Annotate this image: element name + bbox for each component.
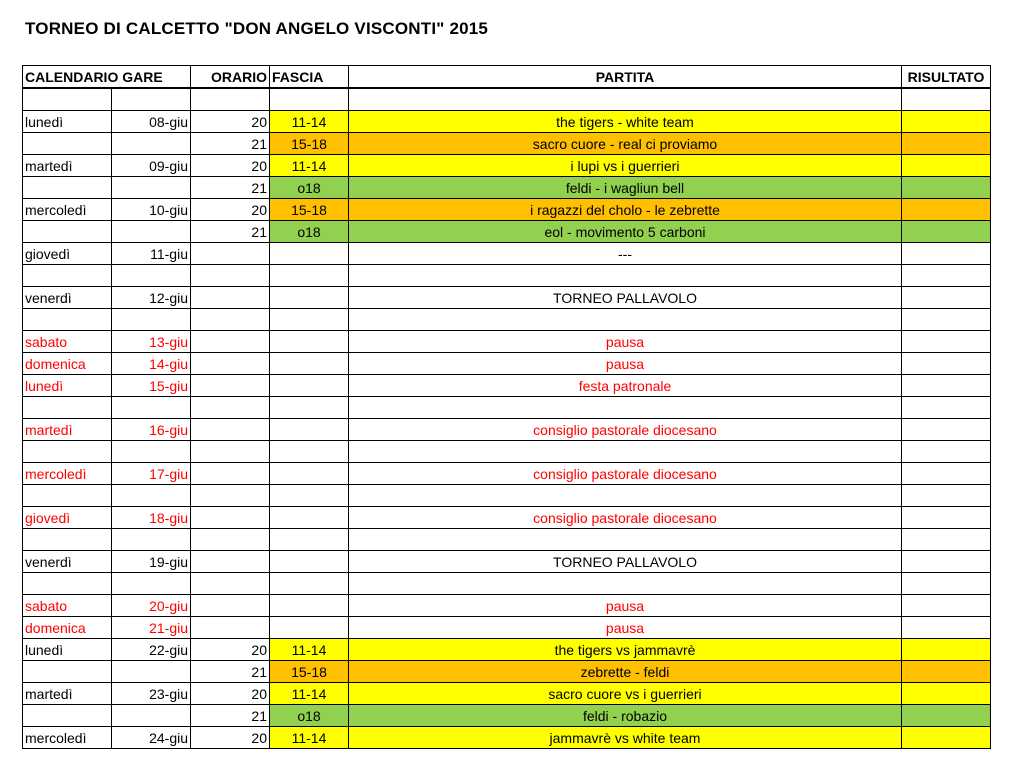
date-cell[interactable] — [112, 221, 191, 243]
time-cell[interactable]: 20 — [191, 683, 270, 705]
table-row — [23, 529, 991, 551]
date-cell[interactable]: 17-giu — [112, 463, 191, 485]
result-cell[interactable] — [902, 287, 991, 309]
date-cell[interactable]: 13-giu — [112, 331, 191, 353]
time-cell[interactable] — [191, 331, 270, 353]
result-cell[interactable] — [902, 88, 991, 111]
date-cell[interactable]: 15-giu — [112, 375, 191, 397]
day-cell[interactable] — [23, 485, 112, 507]
result-cell[interactable] — [902, 221, 991, 243]
result-cell[interactable] — [902, 727, 991, 749]
result-cell[interactable] — [902, 639, 991, 661]
table-row — [23, 573, 991, 595]
time-cell[interactable]: 21 — [191, 705, 270, 727]
match-cell[interactable]: i lupi vs i guerrieri — [349, 155, 902, 177]
match-cell[interactable] — [349, 309, 902, 331]
match-cell[interactable]: consiglio pastorale diocesano — [349, 463, 902, 485]
result-cell[interactable] — [902, 617, 991, 639]
match-cell[interactable]: zebrette - feldi — [349, 661, 902, 683]
header-match[interactable]: PARTITA — [349, 66, 902, 89]
table-row — [23, 265, 991, 287]
table-row — [23, 551, 991, 573]
slot-cell[interactable] — [270, 441, 349, 463]
date-cell[interactable]: 08-giu — [112, 111, 191, 133]
match-cell[interactable]: pausa — [349, 595, 902, 617]
result-cell[interactable] — [902, 419, 991, 441]
day-cell[interactable] — [23, 221, 112, 243]
time-cell[interactable]: 20 — [191, 199, 270, 221]
date-cell[interactable]: 12-giu — [112, 287, 191, 309]
day-cell[interactable]: sabato — [23, 331, 112, 353]
match-cell[interactable] — [349, 397, 902, 419]
slot-cell[interactable] — [270, 331, 349, 353]
day-cell[interactable]: domenica — [23, 617, 112, 639]
date-cell[interactable]: 21-giu — [112, 617, 191, 639]
table-row — [23, 353, 991, 375]
time-cell[interactable] — [191, 529, 270, 551]
day-cell[interactable]: mercoledì — [23, 463, 112, 485]
date-cell[interactable]: 19-giu — [112, 551, 191, 573]
slot-cell[interactable]: 11-14 — [270, 639, 349, 661]
time-cell[interactable] — [191, 463, 270, 485]
day-cell[interactable] — [23, 397, 112, 419]
time-cell[interactable] — [191, 595, 270, 617]
slot-cell[interactable] — [270, 595, 349, 617]
day-cell[interactable]: giovedì — [23, 507, 112, 529]
result-cell[interactable] — [902, 683, 991, 705]
slot-cell[interactable] — [270, 309, 349, 331]
result-cell[interactable] — [902, 243, 991, 265]
result-cell[interactable] — [902, 661, 991, 683]
date-cell[interactable]: 09-giu — [112, 155, 191, 177]
slot-cell[interactable]: 15-18 — [270, 133, 349, 155]
slot-cell[interactable] — [270, 617, 349, 639]
table-row — [23, 705, 991, 727]
result-cell[interactable] — [902, 155, 991, 177]
match-cell[interactable]: sacro cuore - real ci proviamo — [349, 133, 902, 155]
match-cell[interactable] — [349, 265, 902, 287]
time-cell[interactable] — [191, 287, 270, 309]
slot-cell[interactable] — [270, 507, 349, 529]
day-cell[interactable]: sabato — [23, 595, 112, 617]
time-cell[interactable] — [191, 397, 270, 419]
slot-cell[interactable]: o18 — [270, 221, 349, 243]
page-title: TORNEO DI CALCETTO "DON ANGELO VISCONTI" 2015 — [25, 19, 489, 38]
date-cell[interactable]: 11-giu — [112, 243, 191, 265]
time-cell[interactable] — [191, 309, 270, 331]
header-row — [23, 66, 991, 89]
day-cell[interactable]: venerdì — [23, 551, 112, 573]
result-cell[interactable] — [902, 199, 991, 221]
day-cell[interactable]: martedì — [23, 155, 112, 177]
day-cell[interactable] — [23, 573, 112, 595]
day-cell[interactable] — [23, 705, 112, 727]
slot-cell[interactable] — [270, 375, 349, 397]
time-cell[interactable]: 21 — [191, 661, 270, 683]
slot-cell[interactable] — [270, 551, 349, 573]
date-cell[interactable] — [112, 705, 191, 727]
header-result[interactable]: RISULTATO — [902, 66, 991, 89]
match-cell[interactable]: festa patronale — [349, 375, 902, 397]
date-cell[interactable] — [112, 529, 191, 551]
table-row — [23, 419, 991, 441]
match-cell[interactable]: the tigers - white team — [349, 111, 902, 133]
day-cell[interactable]: martedì — [23, 419, 112, 441]
result-cell[interactable] — [902, 331, 991, 353]
result-cell[interactable] — [902, 485, 991, 507]
table-row — [23, 287, 991, 309]
result-cell[interactable] — [902, 177, 991, 199]
date-cell[interactable]: 10-giu — [112, 199, 191, 221]
slot-cell[interactable] — [270, 88, 349, 111]
slot-cell[interactable]: o18 — [270, 177, 349, 199]
day-cell[interactable]: mercoledì — [23, 727, 112, 749]
result-cell[interactable] — [902, 265, 991, 287]
time-cell[interactable] — [191, 617, 270, 639]
day-cell[interactable]: lunedì — [23, 111, 112, 133]
day-cell[interactable] — [23, 441, 112, 463]
match-cell[interactable] — [349, 441, 902, 463]
result-cell[interactable] — [902, 573, 991, 595]
day-cell[interactable] — [23, 88, 112, 111]
match-cell[interactable]: eol - movimento 5 carboni — [349, 221, 902, 243]
time-cell[interactable] — [191, 573, 270, 595]
match-cell[interactable]: pausa — [349, 353, 902, 375]
day-cell[interactable]: venerdì — [23, 287, 112, 309]
table-row — [23, 243, 991, 265]
table-row — [23, 397, 991, 419]
day-cell[interactable]: lunedì — [23, 639, 112, 661]
slot-cell[interactable] — [270, 463, 349, 485]
date-cell[interactable]: 16-giu — [112, 419, 191, 441]
table-row — [23, 221, 991, 243]
header-calendar[interactable]: CALENDARIO GARE — [23, 66, 191, 89]
time-cell[interactable]: 20 — [191, 111, 270, 133]
table-row — [23, 485, 991, 507]
table-row — [23, 661, 991, 683]
date-cell[interactable]: 20-giu — [112, 595, 191, 617]
match-cell[interactable]: consiglio pastorale diocesano — [349, 419, 902, 441]
date-cell[interactable]: 23-giu — [112, 683, 191, 705]
slot-cell[interactable] — [270, 419, 349, 441]
day-cell[interactable] — [23, 177, 112, 199]
schedule-table — [22, 65, 991, 749]
match-cell[interactable]: jammavrè vs white team — [349, 727, 902, 749]
date-cell[interactable] — [112, 485, 191, 507]
time-cell[interactable] — [191, 353, 270, 375]
time-cell[interactable] — [191, 243, 270, 265]
table-row — [23, 617, 991, 639]
table-row — [23, 177, 991, 199]
match-cell[interactable]: consiglio pastorale diocesano — [349, 507, 902, 529]
result-cell[interactable] — [902, 133, 991, 155]
match-cell[interactable]: sacro cuore vs i guerrieri — [349, 683, 902, 705]
time-cell[interactable]: 21 — [191, 221, 270, 243]
slot-cell[interactable]: o18 — [270, 705, 349, 727]
slot-cell[interactable]: 15-18 — [270, 661, 349, 683]
slot-cell[interactable] — [270, 529, 349, 551]
result-cell[interactable] — [902, 551, 991, 573]
table-row — [23, 199, 991, 221]
match-cell[interactable]: --- — [349, 243, 902, 265]
match-cell[interactable]: feldi - robazio — [349, 705, 902, 727]
time-cell[interactable] — [191, 551, 270, 573]
result-cell[interactable] — [902, 441, 991, 463]
time-cell[interactable] — [191, 375, 270, 397]
time-cell[interactable]: 20 — [191, 727, 270, 749]
time-cell[interactable] — [191, 485, 270, 507]
slot-cell[interactable] — [270, 397, 349, 419]
result-cell[interactable] — [902, 507, 991, 529]
time-cell[interactable]: 20 — [191, 639, 270, 661]
time-cell[interactable]: 20 — [191, 155, 270, 177]
table-row — [23, 309, 991, 331]
day-cell[interactable] — [23, 661, 112, 683]
date-cell[interactable]: 18-giu — [112, 507, 191, 529]
table-row — [23, 595, 991, 617]
date-cell[interactable] — [112, 177, 191, 199]
slot-cell[interactable] — [270, 573, 349, 595]
date-cell[interactable] — [112, 661, 191, 683]
time-cell[interactable]: 21 — [191, 133, 270, 155]
match-cell[interactable] — [349, 573, 902, 595]
date-cell[interactable] — [112, 133, 191, 155]
day-cell[interactable]: domenica — [23, 353, 112, 375]
table-row — [23, 639, 991, 661]
day-cell[interactable]: mercoledì — [23, 199, 112, 221]
result-cell[interactable] — [902, 705, 991, 727]
result-cell[interactable] — [902, 375, 991, 397]
date-cell[interactable]: 24-giu — [112, 727, 191, 749]
date-cell[interactable] — [112, 441, 191, 463]
day-cell[interactable] — [23, 265, 112, 287]
table-row — [23, 111, 991, 133]
day-cell[interactable]: giovedì — [23, 243, 112, 265]
time-cell[interactable] — [191, 419, 270, 441]
table-row — [23, 133, 991, 155]
result-cell[interactable] — [902, 111, 991, 133]
table-row — [23, 88, 991, 111]
match-cell[interactable]: feldi - i wagliun bell — [349, 177, 902, 199]
result-cell[interactable] — [902, 463, 991, 485]
match-cell[interactable]: the tigers vs jammavrè — [349, 639, 902, 661]
day-cell[interactable] — [23, 529, 112, 551]
slot-cell[interactable]: 11-14 — [270, 727, 349, 749]
slot-cell[interactable]: 11-14 — [270, 155, 349, 177]
date-cell[interactable] — [112, 265, 191, 287]
slot-cell[interactable] — [270, 287, 349, 309]
date-cell[interactable] — [112, 573, 191, 595]
match-cell[interactable]: i ragazzi del cholo - le zebrette — [349, 199, 902, 221]
table-row — [23, 155, 991, 177]
table-row — [23, 727, 991, 749]
time-cell[interactable] — [191, 265, 270, 287]
slot-cell[interactable] — [270, 243, 349, 265]
day-cell[interactable] — [23, 309, 112, 331]
match-cell[interactable] — [349, 88, 902, 111]
match-cell[interactable]: TORNEO PALLAVOLO — [349, 551, 902, 573]
header-time[interactable]: ORARIO — [191, 66, 270, 89]
time-cell[interactable] — [191, 507, 270, 529]
table-row — [23, 441, 991, 463]
date-cell[interactable]: 14-giu — [112, 353, 191, 375]
slot-cell[interactable]: 11-14 — [270, 683, 349, 705]
time-cell[interactable] — [191, 88, 270, 111]
day-cell[interactable]: lunedì — [23, 375, 112, 397]
time-cell[interactable] — [191, 441, 270, 463]
date-cell[interactable] — [112, 397, 191, 419]
table-row — [23, 463, 991, 485]
match-cell[interactable] — [349, 485, 902, 507]
result-cell[interactable] — [902, 353, 991, 375]
day-cell[interactable]: martedì — [23, 683, 112, 705]
slot-cell[interactable]: 11-14 — [270, 111, 349, 133]
result-cell[interactable] — [902, 529, 991, 551]
slot-cell[interactable] — [270, 485, 349, 507]
slot-cell[interactable]: 15-18 — [270, 199, 349, 221]
slot-cell[interactable] — [270, 353, 349, 375]
result-cell[interactable] — [902, 397, 991, 419]
slot-cell[interactable] — [270, 265, 349, 287]
header-slot[interactable]: FASCIA — [270, 66, 349, 89]
date-cell[interactable]: 22-giu — [112, 639, 191, 661]
result-cell[interactable] — [902, 595, 991, 617]
match-cell[interactable]: TORNEO PALLAVOLO — [349, 287, 902, 309]
match-cell[interactable]: pausa — [349, 331, 902, 353]
table-row — [23, 507, 991, 529]
match-cell[interactable]: pausa — [349, 617, 902, 639]
table-row — [23, 331, 991, 353]
match-cell[interactable] — [349, 529, 902, 551]
result-cell[interactable] — [902, 309, 991, 331]
time-cell[interactable]: 21 — [191, 177, 270, 199]
date-cell[interactable] — [112, 309, 191, 331]
table-row — [23, 683, 991, 705]
day-cell[interactable] — [23, 133, 112, 155]
table-row — [23, 375, 991, 397]
date-cell[interactable] — [112, 88, 191, 111]
